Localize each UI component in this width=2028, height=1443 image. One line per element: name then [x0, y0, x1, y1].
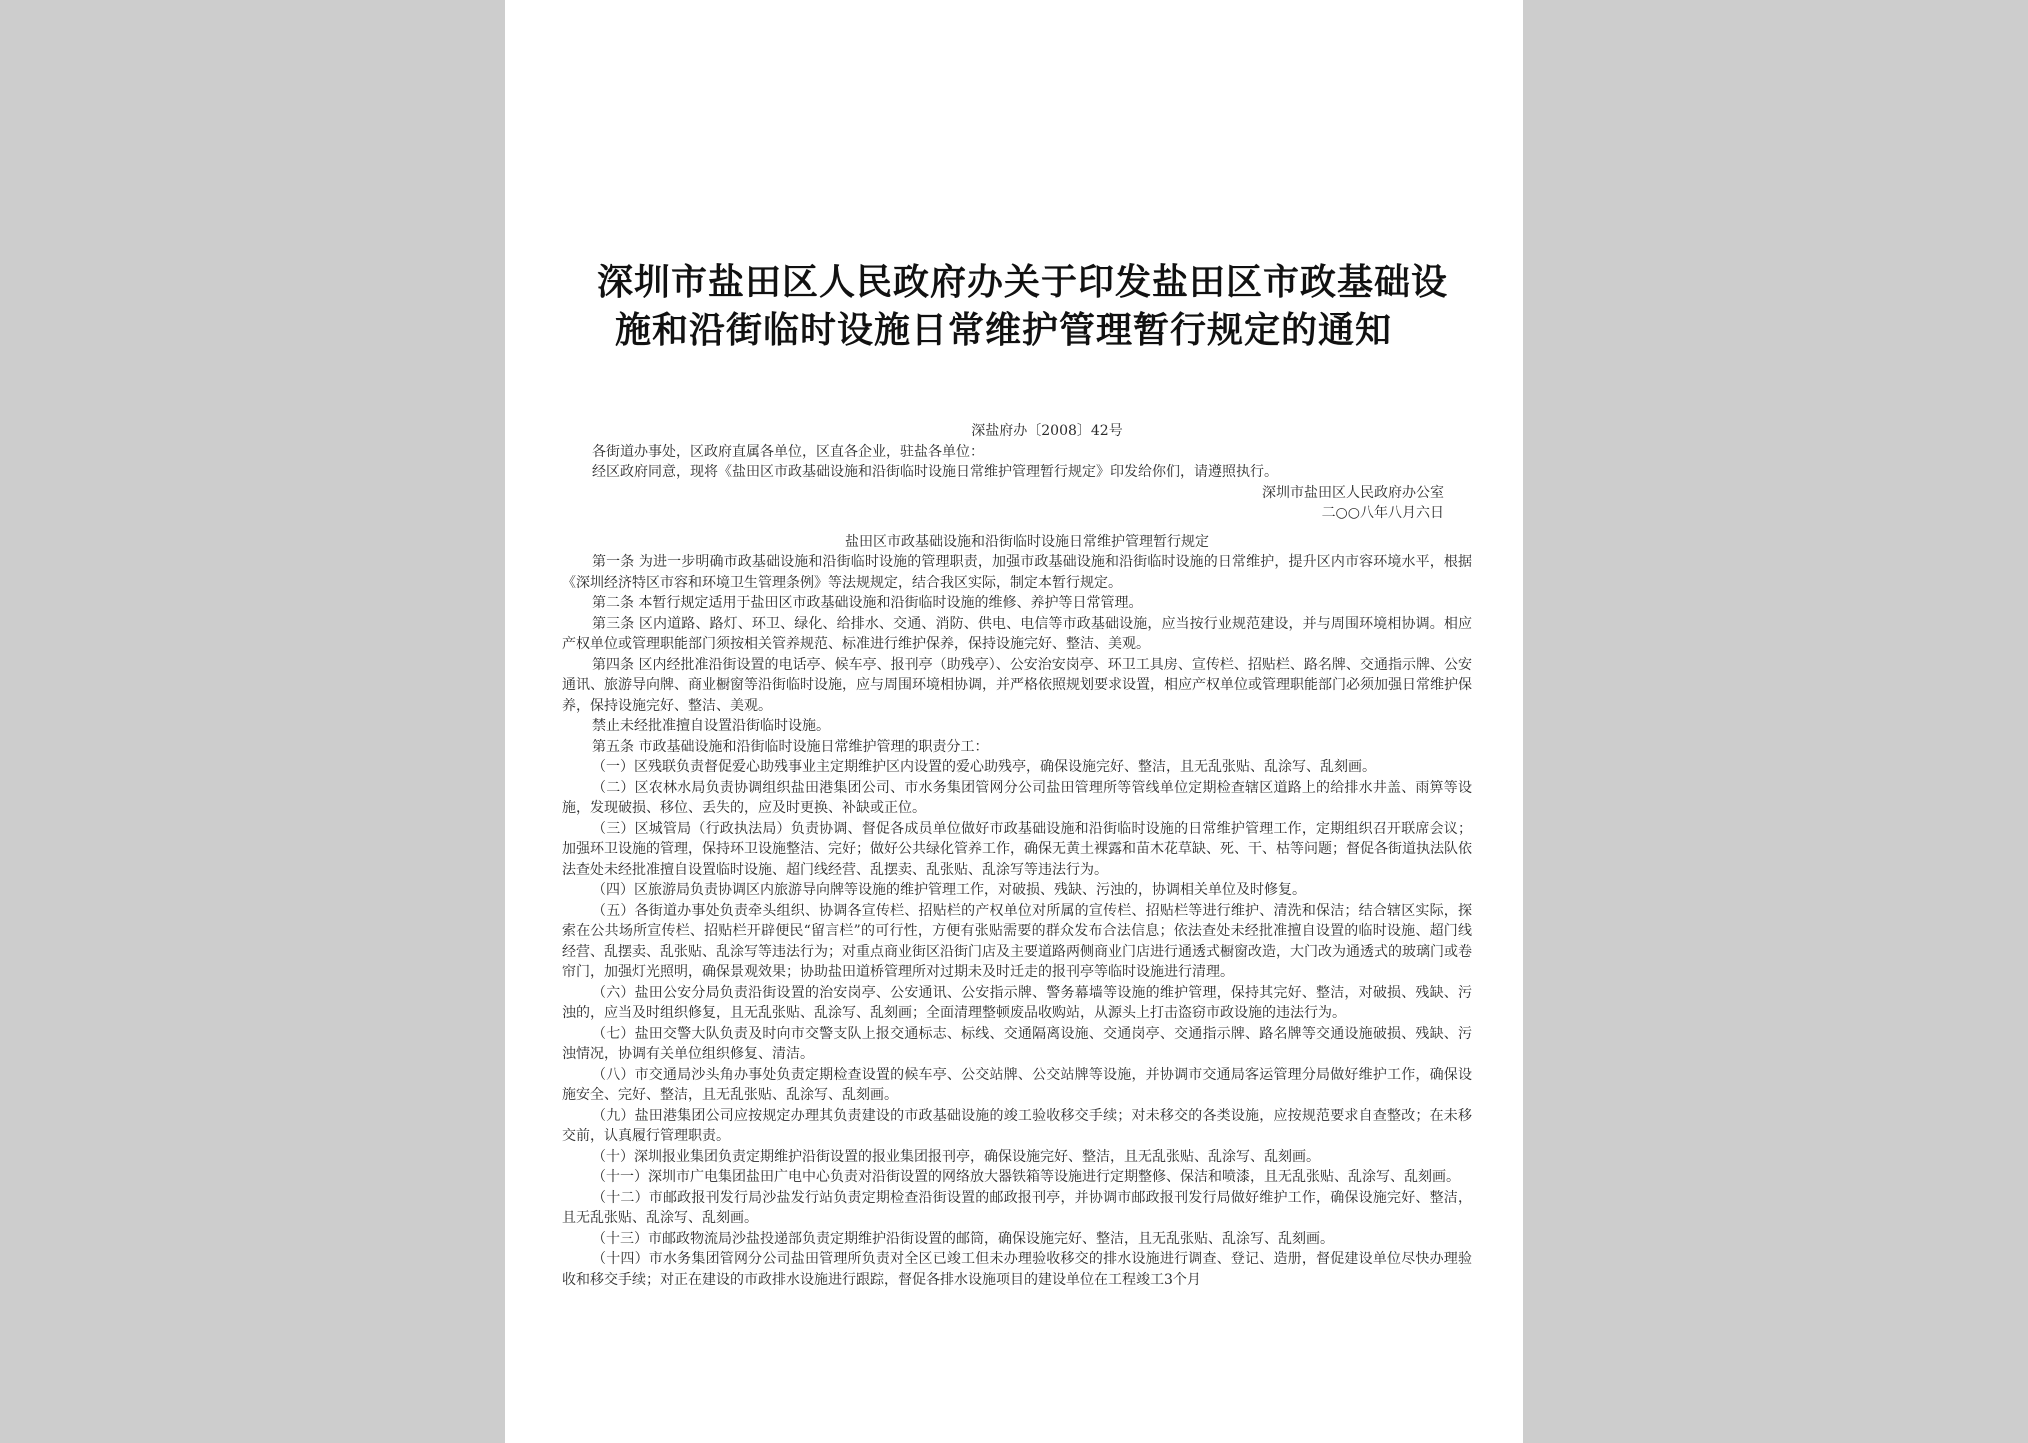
paragraph: （六）盐田公安分局负责沿街设置的治安岗亭、公安通讯、公安指示牌、警务幕墙等设施的维护管理，保持其完好、整洁，对破损、残缺、污浊的，应当及时组织修复，且无乱张贴、乱涂写、乱刻画；全面清理整顿废品收购站，从源头上打击盗窃市政设施的违法行为。	[562, 984, 1472, 1021]
paragraph: （十一）深圳市广电集团盐田广电中心负责对沿街设置的网络放大器铁箱等设施进行定期整修、保洁和喷漆，且无乱张贴、乱涂写、乱刻画。	[592, 1169, 1460, 1185]
document-page	[505, 0, 1523, 1443]
document-number: 深盐府办〔2008〕42号	[971, 423, 1123, 439]
paragraph: 第一条 为进一步明确市政基础设施和沿街临时设施的管理职责，加强市政基础设施和沿街临时设施的日常维护，提升区内市容环境水平，根据《深圳经济特区市容和环境卫生管理条例》等法规规定，结合我区实际，制定本暂行规定。	[562, 554, 1472, 591]
paragraph: （五）各街道办事处负责牵头组织、协调各宣传栏、招贴栏的产权单位对所属的宣传栏、招贴栏等进行维护、清洗和保洁；结合辖区实际，探索在公共场所宣传栏、招贴栏开辟便民“留言栏”的可行性，方便有张贴需要的群众发布合法信息；依法查处未经批准擅自设置的临时设施、超门线经营、乱摆卖、乱张贴、乱涂写等违法行为；对重点商业街区沿街门店及主要道路两侧商业门店进行通透式橱窗改造，大门改为通透式的玻璃门或卷帘门，加强灯光照明，确保景观效果；协助盐田道桥管理所对过期未及时迁走的报刊亭等临时设施进行清理。	[562, 902, 1472, 980]
intro-paragraph: 经区政府同意，现将《盐田区市政基础设施和沿街临时设施日常维护管理暂行规定》印发给你们，请遵照执行。	[592, 464, 1278, 480]
title-line-1: 深圳市盐田区人民政府办关于印发盐田区市政基础设	[597, 261, 1449, 303]
paragraph: （十四）市水务集团管网分公司盐田管理所负责对全区已竣工但未办理验收移交的排水设施进行调查、登记、造册，督促建设单位尽快办理验收和移交手续；对正在建设的市政排水设施进行跟踪，督促各排水设施项目的建设单位在工程竣工3个月	[562, 1251, 1472, 1288]
paragraph: 第二条 本暂行规定适用于盐田区市政基础设施和沿街临时设施的维修、养护等日常管理。	[592, 595, 1143, 611]
paragraph: （三）区城管局（行政执法局）负责协调、督促各成员单位做好市政基础设施和沿街临时设施的日常维护管理工作，定期组织召开联席会议；加强环卫设施的管理，保持环卫设施整洁、完好；做好公共绿化管养工作，确保无黄土裸露和苗木花草缺、死、干、枯等问题；督促各街道执法队依法查处未经批准擅自设置临时设施、超门线经营、乱摆卖、乱张贴、乱涂写等违法行为。	[562, 820, 1472, 878]
paragraph: 第五条 市政基础设施和沿街临时设施日常维护管理的职责分工：	[592, 738, 989, 755]
paragraph: （七）盐田交警大队负责及时向市交警支队上报交通标志、标线、交通隔离设施、交通岗亭、交通指示牌、路名牌等交通设施破损、残缺、污浊情况，协调有关单位组织修复、清洁。	[562, 1025, 1472, 1062]
document-title	[597, 258, 1467, 354]
paragraph: 第四条 区内经批准沿街设置的电话亭、候车亭、报刊亭（助残亭）、公安治安岗亭、环卫工具房、宣传栏、招贴栏、路名牌、交通指示牌、公安通讯、旅游导向牌、商业橱窗等沿街临时设施，应与周围环境相协调，并严格依照规划要求设置，相应产权单位或管理职能部门必须加强日常维护保养，保持设施完好、整洁、美观。	[562, 656, 1472, 714]
paragraph: （九）盐田港集团公司应按规定办理其负责建设的市政基础设施的竣工验收移交手续；对未移交的各类设施，应按规范要求自查整改；在未移交前，认真履行管理职责。	[562, 1107, 1472, 1144]
title-line-2: 施和沿街临时设施日常维护管理暂行规定的通知	[615, 309, 1393, 351]
document-body	[562, 421, 1472, 1290]
issue-date: 二○○八年八月六日	[1321, 505, 1444, 521]
paragraph: （十三）市邮政物流局沙盐投递部负责定期维护沿街设置的邮筒，确保设施完好、整洁，且无乱张贴、乱涂写、乱刻画。	[592, 1230, 1334, 1247]
paragraph: （一）区残联负责督促爱心助残事业主定期维护区内设置的爱心助残亭，确保设施完好、整洁，且无乱张贴、乱涂写、乱刻画。	[592, 759, 1376, 775]
paragraph: （八）市交通局沙头角办事处负责定期检查设置的候车亭、公交站牌、公交站牌等设施，并协调市交通局客运管理分局做好维护工作，确保设施安全、完好、整洁，且无乱张贴、乱涂写、乱刻画。	[562, 1066, 1472, 1103]
issuer: 深圳市盐田区人民政府办公室	[1262, 484, 1444, 501]
addressee: 各街道办事处，区政府直属各单位，区直各企业，驻盐各单位：	[592, 443, 984, 460]
paragraph: （四）区旅游局负责协调区内旅游导向牌等设施的维护管理工作，对破损、残缺、污浊的，协调相关单位及时修复。	[592, 882, 1306, 898]
paragraph: 第三条 区内道路、路灯、环卫、绿化、给排水、交通、消防、供电、电信等市政基础设施，应当按行业规范建设，并与周围环境相协调。相应产权单位或管理职能部门须按相关管养规范、标准进行维护保养，保持设施完好、整洁、美观。	[562, 615, 1472, 652]
paragraph: 禁止未经批准擅自设置沿街临时设施。	[592, 718, 830, 734]
paragraph: （十二）市邮政报刊发行局沙盐发行站负责定期检查沿街设置的邮政报刊亭，并协调市邮政报刊发行局做好维护工作，确保设施完好、整洁，且无乱张贴、乱涂写、乱刻画。	[562, 1189, 1472, 1226]
paragraph: （十）深圳报业集团负责定期维护沿街设置的报业集团报刊亭，确保设施完好、整洁，且无乱张贴、乱涂写、乱刻画。	[592, 1148, 1320, 1165]
rules-title: 盐田区市政基础设施和沿街临时设施日常维护管理暂行规定	[845, 533, 1209, 550]
paragraph: （二）区农林水局负责协调组织盐田港集团公司、市水务集团管网分公司盐田管理所等管线单位定期检查辖区道路上的给排水井盖、雨箅等设施，发现破损、移位、丢失的，应及时更换、补缺或正位。	[562, 779, 1472, 816]
